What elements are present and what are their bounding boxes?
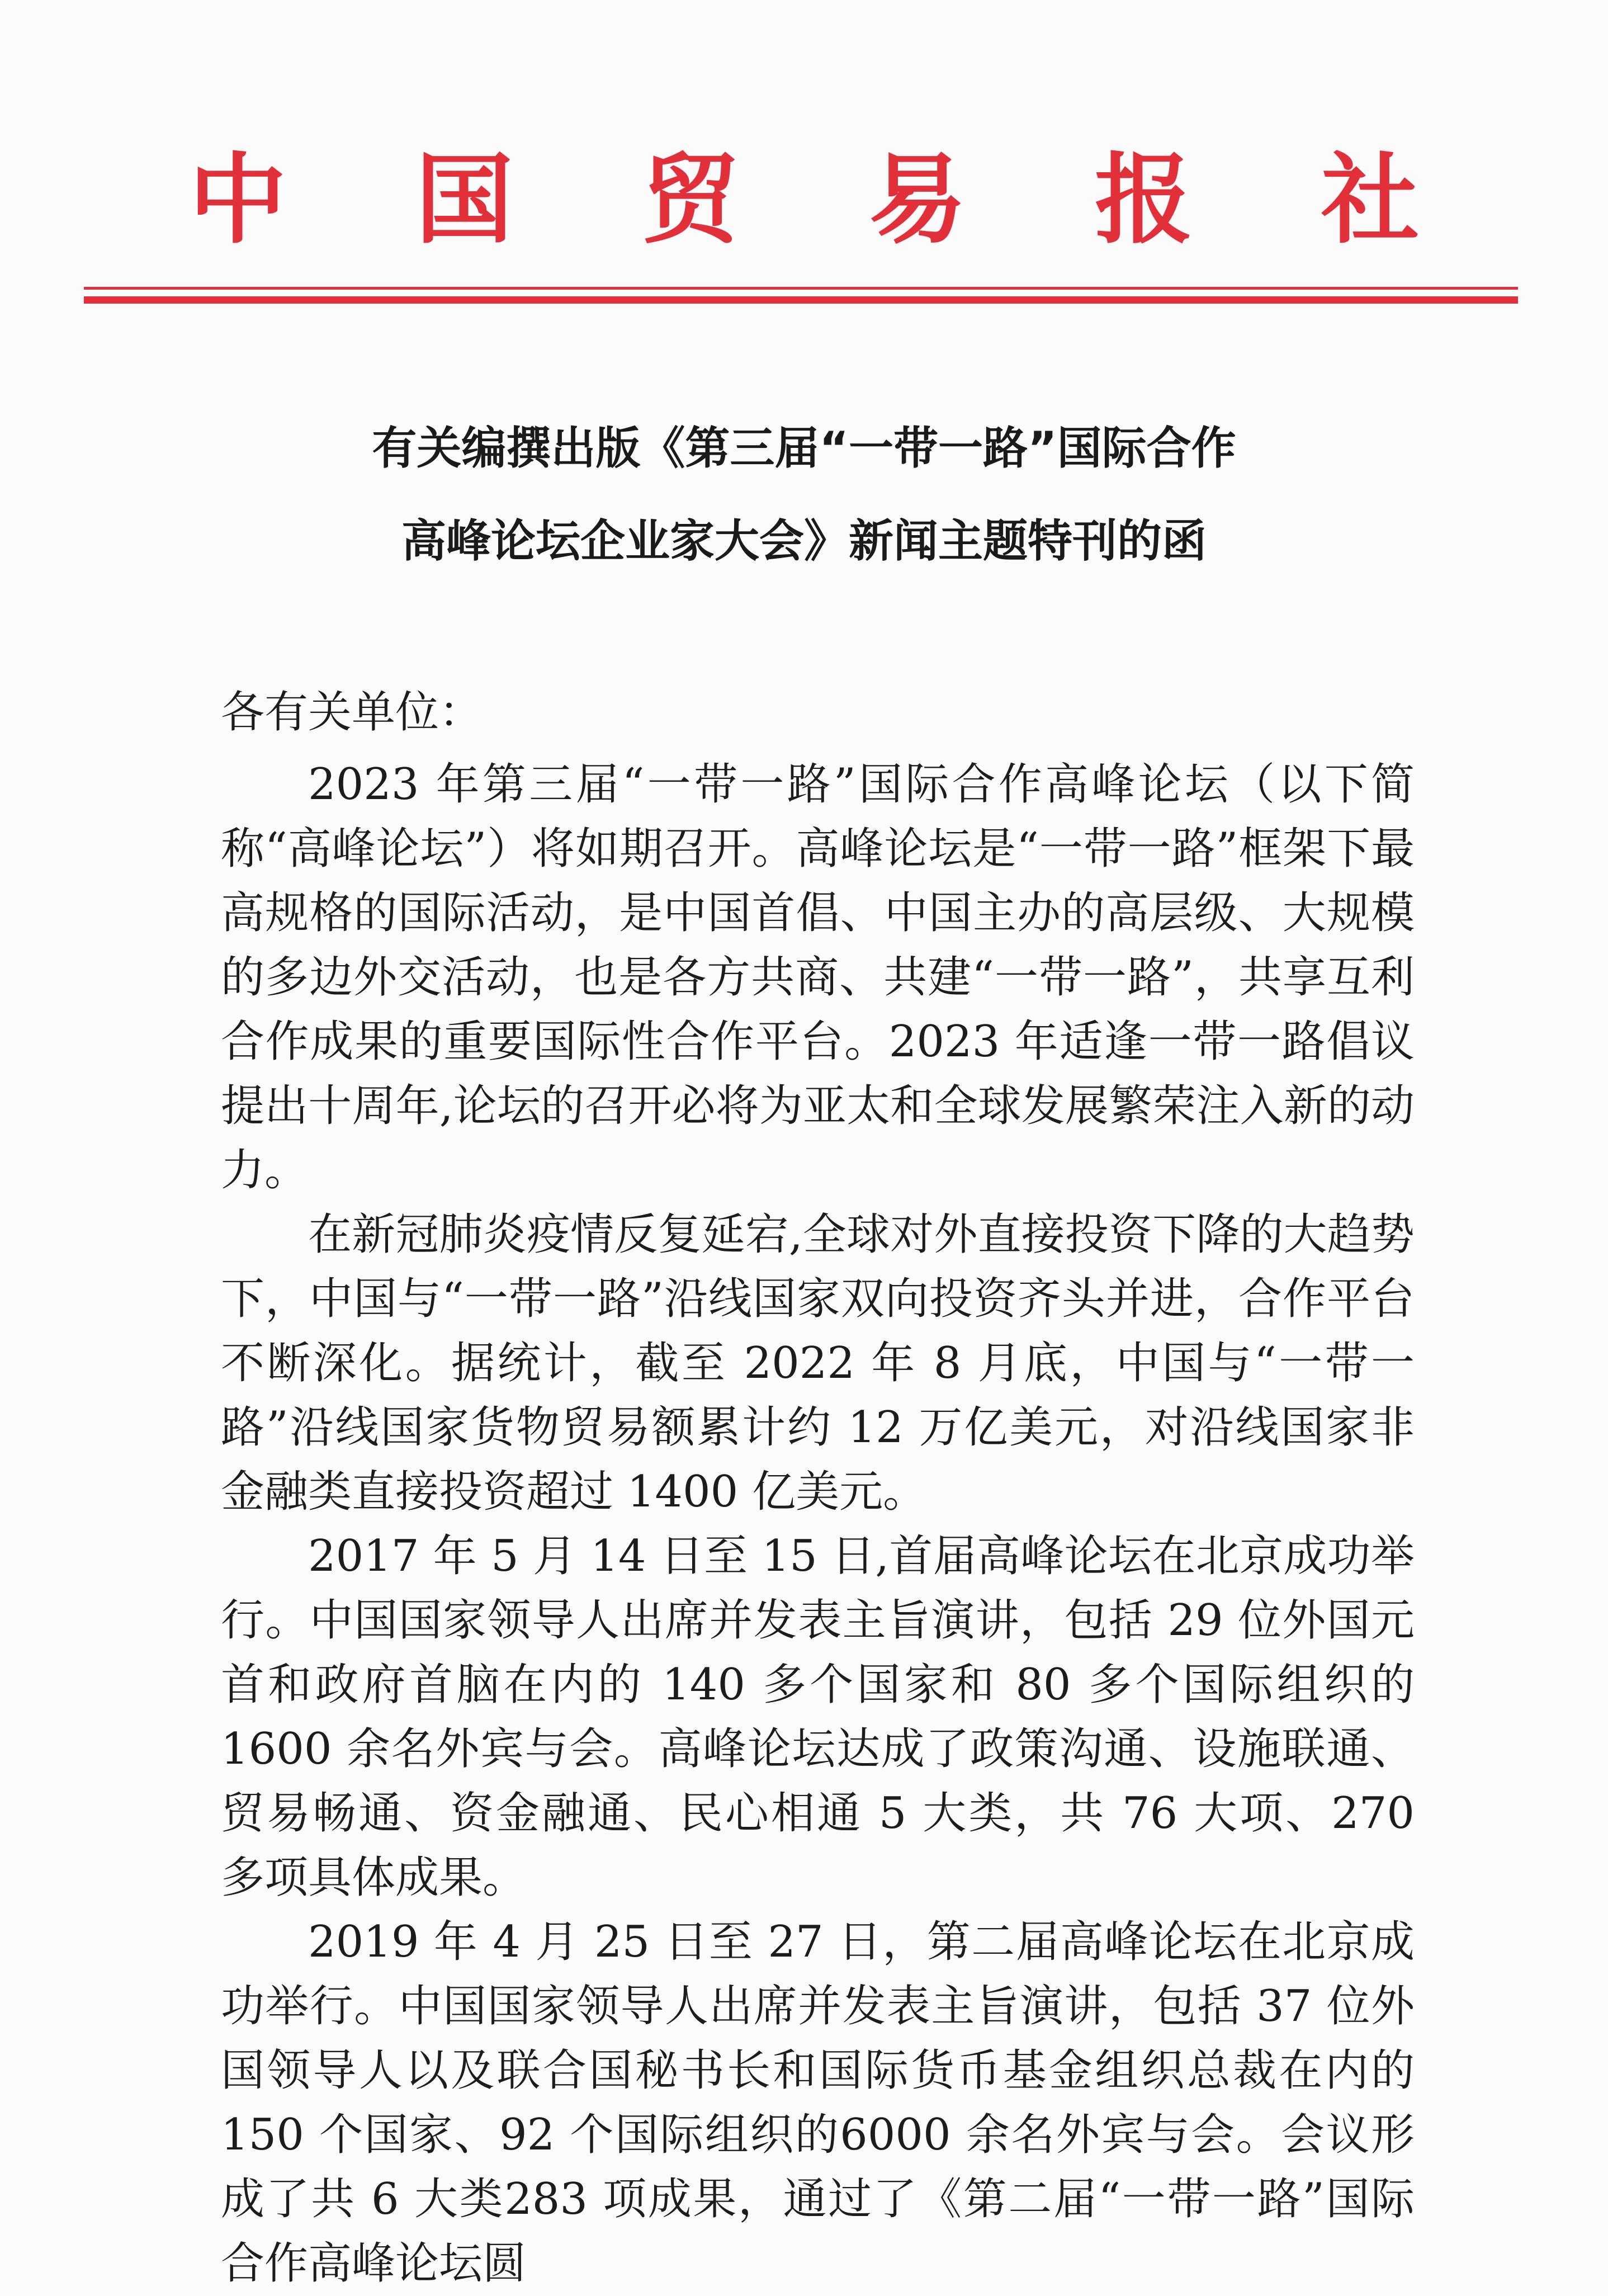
document-title-line-1: 有关编撰出版《第三届“一带一路”国际合作 [372, 422, 1236, 474]
salutation: 各有关单位： [221, 687, 483, 738]
letterhead-rule-thick [84, 296, 1518, 304]
letterhead-rule-thin [84, 287, 1518, 290]
body-paragraph-3: 2017 年 5 月 14 日至 15 日,首届高峰论坛在北京成功举行。中国国家领导人出席并发表主旨演讲，包括 29 位外国元首和政府首脑在内的 140 多个国家和 80 多个国际组织的 1600 余名外宾与会。高峰论坛达成了政策沟通、设施联通、贸易畅通、资金融通、民心相通 5 大类，共 76 大项、270 多项具体成果。 [221, 1531, 1415, 1903]
body-paragraph-4: 2019 年 4 月 25 日至 27 日，第二届高峰论坛在北京成功举行。中国国家领导人出席并发表主旨演讲，包括 37 位外国领导人以及联合国秘书长和国际货币基金组织总裁在内的 150 个国家、92 个国际组织的6000 余名外宾与会。会议形成了共 6 大类283 项成果，通过了《第二届“一带一路”国际合作高峰论坛圆 [221, 1917, 1415, 2289]
body-paragraph-1: 2023 年第三届“一带一路”国际合作高峰论坛（以下简称“高峰论坛”）将如期召开。高峰论坛是“一带一路”框架下最高规格的国际活动，是中国首倡、中国主办的高层级、大规模的多边外交活动，也是各方共商、共建“一带一路”，共享互利合作成果的重要国际性合作平台。2023 年适逢一带一路倡议提出十周年,论坛的召开必将为亚太和全球发展繁荣注入新的动力。 [221, 759, 1415, 1196]
letter-body [221, 753, 1415, 2296]
letterhead-name: 中国贸易报社 [189, 143, 1548, 257]
body-paragraph-2: 在新冠肺炎疫情反复延宕,全球对外直接投资下降的大趋势下，中国与“一带一路”沿线国家双向投资齐头并进，合作平台不断深化。据统计，截至 2022 年 8 月底，中国与“一带一路”沿线国家货物贸易额累计约 12 万亿美元，对沿线国家非金融类直接投资超过 1400 亿美元。 [221, 1210, 1415, 1517]
document-title-line-2: 高峰论坛企业家大会》新闻主题特刊的函 [401, 515, 1207, 567]
